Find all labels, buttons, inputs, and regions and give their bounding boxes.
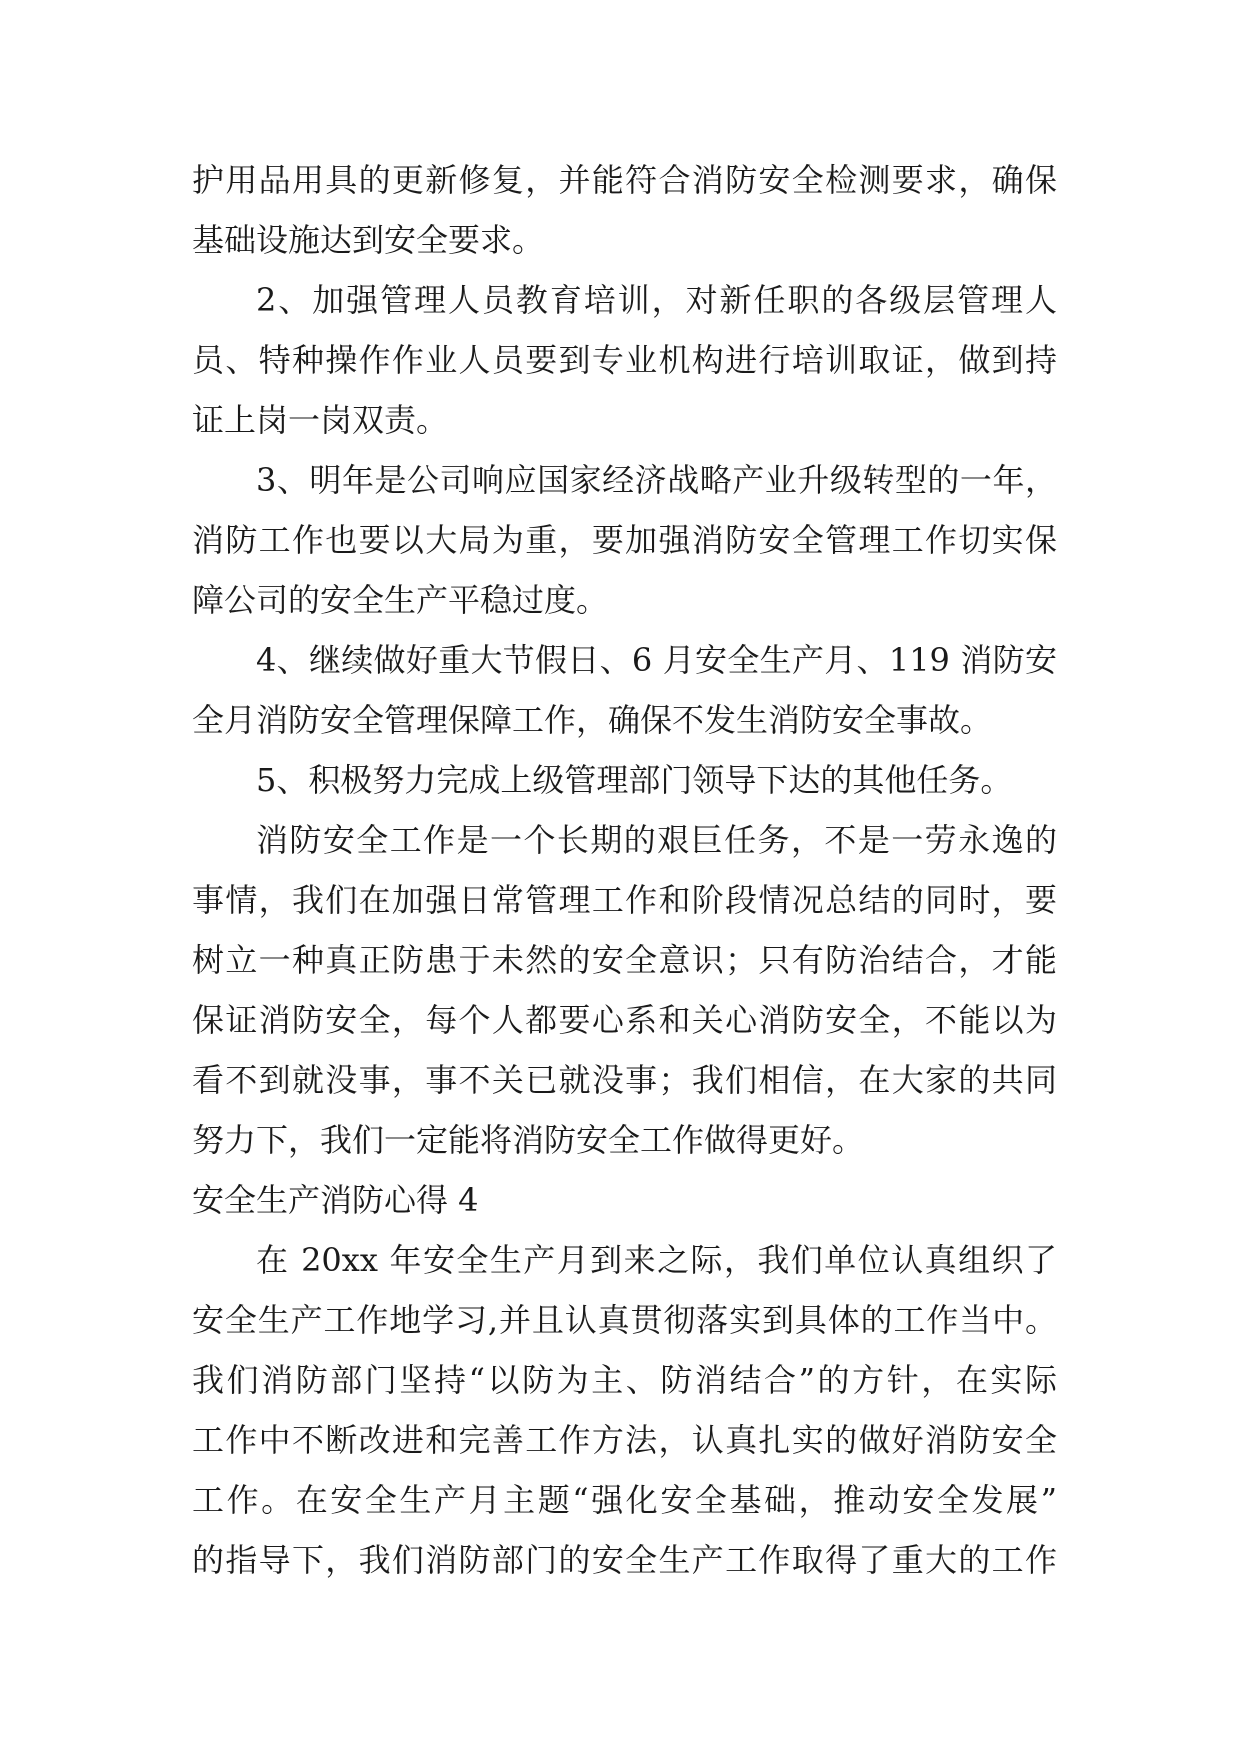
text-line: 4、继续做好重大节假日、6 月安全生产月、119 消防安 [256,641,1057,679]
text-line: 的指导下，我们消防部门的安全生产工作取得了重大的工作 [192,1541,1057,1579]
document-body [192,150,1057,1590]
text-line: 安全生产工作地学习,并且认真贯彻落实到具体的工作当中。 [192,1301,1057,1339]
section-heading: 安全生产消防心得 4 [192,1181,479,1219]
text-line: 5、积极努力完成上级管理部门领导下达的其他任务。 [256,761,1013,799]
text-line: 看不到就没事，事不关已就没事；我们相信，在大家的共同 [192,1061,1057,1099]
text-line: 员、特种操作作业人员要到专业机构进行培训取证，做到持 [192,341,1057,379]
text-line: 消防工作也要以大局为重，要加强消防安全管理工作切实保 [192,521,1057,559]
text-line: 工作中不断改进和完善工作方法，认真扎实的做好消防安全 [192,1421,1057,1459]
text-line: 工作。在安全生产月主题“强化安全基础，推动安全发展” [192,1481,1057,1519]
text-line: 证上岗一岗双责。 [192,401,449,439]
text-line: 3、明年是公司响应国家经济战略产业升级转型的一年， [256,461,1057,499]
text-line: 树立一种真正防患于未然的安全意识；只有防治结合，才能 [192,941,1057,979]
text-line: 保证消防安全，每个人都要心系和关心消防安全，不能以为 [192,1001,1057,1039]
text-line: 努力下，我们一定能将消防安全工作做得更好。 [192,1121,865,1159]
text-line: 障公司的安全生产平稳过度。 [192,581,609,619]
text-line: 基础设施达到安全要求。 [192,221,545,259]
text-line: 在 20xx 年安全生产月到来之际，我们单位认真组织了 [256,1241,1057,1279]
text-line: 护用品用具的更新修复，并能符合消防安全检测要求，确保 [192,161,1057,199]
text-line: 消防安全工作是一个长期的艰巨任务，不是一劳永逸的 [256,821,1057,859]
text-line: 全月消防安全管理保障工作，确保不发生消防安全事故。 [192,701,993,739]
text-line: 我们消防部门坚持“以防为主、防消结合”的方针，在实际 [192,1361,1057,1399]
text-line: 事情，我们在加强日常管理工作和阶段情况总结的同时，要 [192,881,1057,919]
text-line: 2、加强管理人员教育培训，对新任职的各级层管理人 [256,281,1057,319]
